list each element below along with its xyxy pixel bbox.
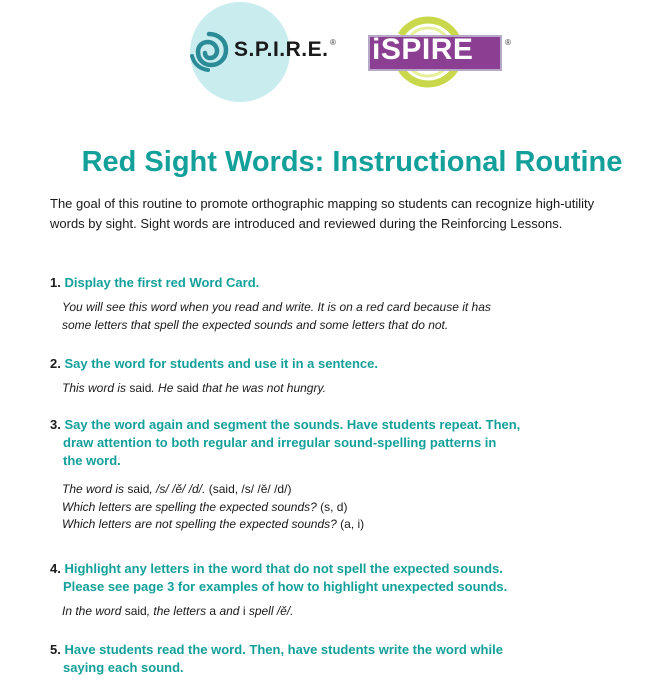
- step-3-l3-answer: (a, i): [336, 517, 365, 531]
- step-2-text-c: . He: [151, 381, 177, 395]
- step-3-heading: [50, 416, 520, 470]
- spire-registered-mark: ®: [330, 38, 336, 47]
- step-3-l1-sounds: , /s/ /ĕ/ /d/.: [149, 482, 206, 496]
- spire-logo-text: S.P.I.R.E.: [234, 38, 329, 61]
- step-3-l1-said: said: [127, 482, 150, 496]
- step-4-letter-a: a: [209, 604, 217, 618]
- step-2-word-said-2: said: [176, 381, 199, 395]
- step-4-text-e: and: [216, 604, 243, 618]
- step-5-number: 5.: [50, 642, 61, 657]
- step-4-title-line-2: Please see page 3 for examples of how to highlight unexpected sounds.: [63, 579, 508, 594]
- step-3-number: 3.: [50, 417, 61, 432]
- step-4-heading: [50, 560, 507, 596]
- step-1-body: [62, 299, 491, 334]
- step-5-heading: [50, 641, 503, 677]
- step-3-body-line-2: [62, 499, 364, 517]
- step-4-letter-i: i: [242, 604, 246, 618]
- step-3-body-line-3: [62, 516, 364, 534]
- step-2-text-a: This word is: [62, 381, 130, 395]
- step-3-title-line-1: Say the word again and segment the sounds. Have students repeat. Then,: [64, 417, 521, 432]
- logo-bar: [0, 0, 670, 110]
- step-2-number: 2.: [50, 356, 61, 371]
- step-4-body: [62, 603, 294, 621]
- step-2-text-e: that he was not hungry.: [198, 381, 326, 395]
- step-1-body-line-1: You will see this word when you read and write. It is on a red card because it has: [62, 300, 491, 314]
- step-5-title-line-1: Have students read the word. Then, have students write the word while: [64, 642, 503, 657]
- step-3-title-line-3: the word.: [63, 453, 121, 468]
- page-title: Red Sight Words: Instructional Routine: [81, 146, 623, 178]
- step-4-text-c: , the letters: [146, 604, 210, 618]
- intro-paragraph: [50, 194, 665, 234]
- step-2-word-said: said: [129, 381, 152, 395]
- ispire-logo-text: iSPIRE: [372, 33, 474, 66]
- step-3-l3-question: Which letters are not spelling the expected sounds?: [62, 517, 337, 531]
- step-4-word-said: said: [124, 604, 147, 618]
- step-3-title-line-2: draw attention to both regular and irregular sound-spelling patterns in: [63, 435, 497, 450]
- step-3-l1-a: The word is: [62, 482, 128, 496]
- step-3-l2-question: Which letters are spelling the expected sounds?: [62, 499, 317, 514]
- step-3-body: [62, 481, 364, 534]
- step-2-heading: [50, 355, 378, 373]
- intro-line-2: words by sight. Sight words are introduced and reviewed during the Reinforcing Lessons.: [50, 216, 563, 231]
- step-4-title-line-1: Highlight any letters in the word that do not spell the expected sounds.: [64, 561, 503, 576]
- step-2-body: [62, 380, 326, 398]
- step-4-number: 4.: [50, 561, 61, 576]
- step-3-l2-answer: (s, d): [316, 499, 348, 514]
- step-5-title-line-2: saying each sound.: [63, 660, 184, 675]
- step-1-number: 1.: [50, 275, 61, 290]
- step-4-text-a: In the word: [62, 604, 125, 618]
- step-1-heading: [50, 274, 259, 292]
- intro-line-1: The goal of this routine to promote orthographic mapping so students can recognize high-utility: [50, 196, 595, 211]
- step-3-l1-answer: (said, /s/ /ĕ/ /d/): [205, 482, 292, 496]
- step-2-title: Say the word for students and use it in a sentence.: [64, 356, 378, 371]
- spire-swirl-icon: [186, 28, 232, 74]
- step-1-body-line-2: some letters that spell the expected sounds and some letters that do not.: [62, 317, 449, 332]
- step-1-title: Display the first red Word Card.: [64, 275, 260, 290]
- step-4-text-g: spell /ĕ/.: [245, 604, 294, 618]
- ispire-registered-mark: ®: [505, 38, 511, 47]
- step-3-body-line-1: [62, 481, 364, 499]
